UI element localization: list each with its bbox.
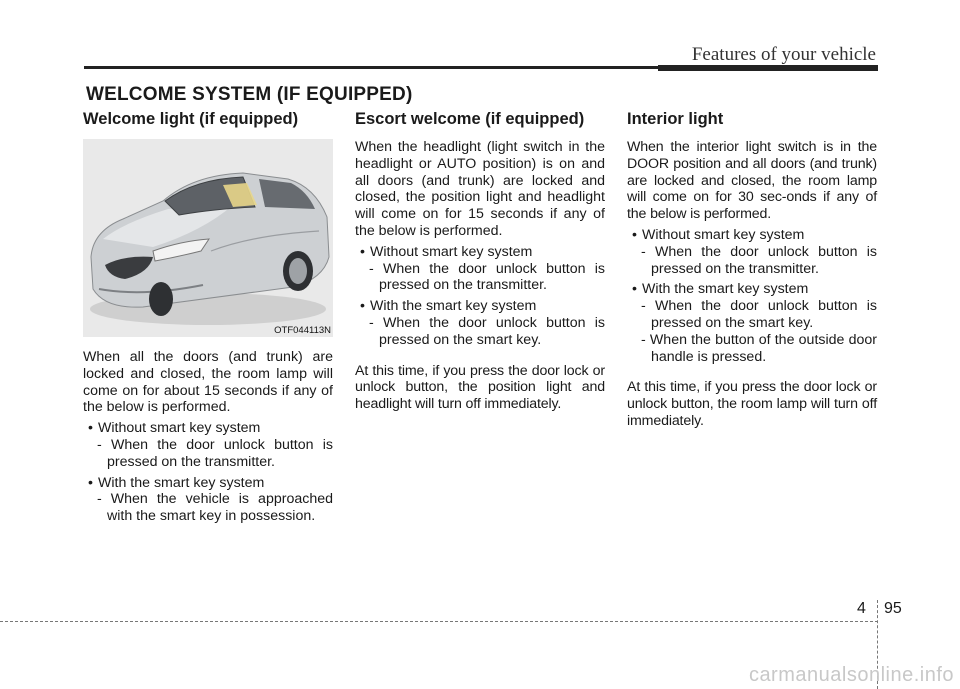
bullet-without-smart-key: • Without smart key system	[83, 420, 333, 437]
heading-escort-welcome: Escort welcome (if equipped)	[355, 110, 585, 128]
footer-rule	[0, 621, 878, 622]
column-interior-light	[627, 110, 877, 430]
bullet-without-smart-key: • Without smart key system	[627, 227, 877, 244]
heading-interior-light: Interior light	[627, 110, 724, 128]
sub-approached: - When the vehicle is approached with the smart key in possession.	[97, 491, 333, 525]
sub-transmitter: - When the door unlock button is pressed on the transmitter.	[641, 243, 877, 277]
bullet-without-smart-key: • Without smart key system	[355, 244, 605, 261]
page-number: 95	[884, 600, 902, 617]
watermark: carmanualsonline.info	[748, 664, 954, 686]
sub-smart-key: - When the door unlock button is pressed on the smart key.	[641, 298, 877, 331]
car-image	[83, 139, 333, 337]
bullet-with-smart-key: • With the smart key system	[627, 281, 877, 298]
interior-turn-off-note: At this time, if you press the door lock or unlock button, the room lamp will turn off immediately.	[627, 379, 877, 429]
heading-welcome-light: Welcome light (if equipped)	[83, 110, 299, 128]
sub-outside-handle: - When the button of the outside door handle is pressed.	[641, 331, 877, 365]
column-welcome-light	[83, 110, 333, 525]
welcome-light-description: When all the doors (and trunk) are locked and closed, the room lamp will come on for about 15 seconds if any of the below is performed.	[83, 349, 333, 416]
running-header: Features of your vehicle	[691, 44, 876, 65]
escort-turn-off-note: At this time, if you press the door lock or unlock button, the position light and headlight will turn off immediately.	[355, 362, 605, 413]
column-escort-welcome	[355, 110, 605, 413]
sub-transmitter: - When the door unlock button is pressed on the transmitter.	[369, 260, 605, 294]
bullet-with-smart-key: • With the smart key system	[355, 298, 605, 315]
figure-code: OTF044113N	[274, 325, 331, 336]
sub-smart-key: - When the door unlock button is pressed on the smart key.	[369, 314, 605, 348]
escort-welcome-description: When the headlight (light switch in the headlight or AUTO position) is on and all doors (and trunk) are locked and closed, the position light and headlight will come on for 15 seconds if any of the below is performed.	[355, 139, 605, 239]
car-illustration	[83, 139, 333, 337]
bullet-with-smart-key: • With the smart key system	[83, 475, 333, 492]
section-heading: WELCOME SYSTEM (IF EQUIPPED)	[86, 84, 413, 105]
interior-light-description: When the interior light switch is in the DOOR position and all doors (and trunk) are locked and closed, the room lamp will come on for 30 sec-onds if any of the below is performed.	[627, 139, 877, 223]
sub-transmitter: - When the door unlock button is pressed on the transmitter.	[97, 436, 333, 470]
chapter-number: 4	[857, 600, 866, 617]
header-rule-accent	[658, 65, 878, 71]
